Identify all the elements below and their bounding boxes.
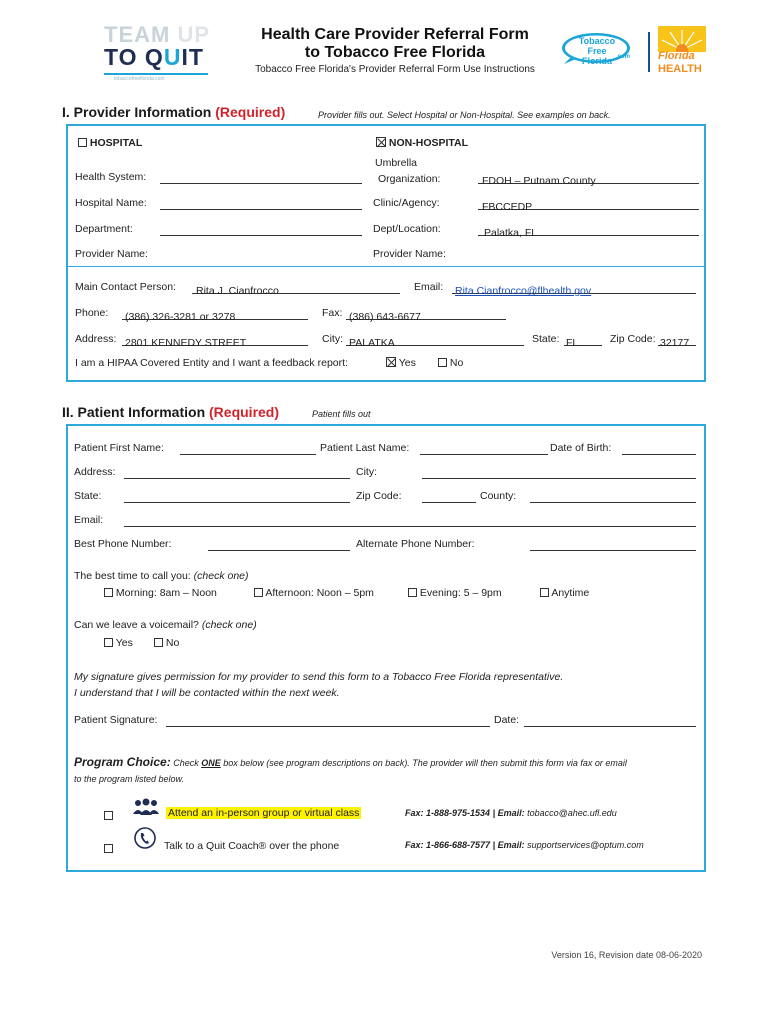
program-option-group-checkbox[interactable] bbox=[104, 806, 113, 824]
provider-state-field[interactable] bbox=[564, 333, 602, 349]
provider-section-heading bbox=[62, 104, 285, 120]
voicemail-no-label: No bbox=[165, 637, 180, 649]
signature-consent-text bbox=[74, 669, 563, 701]
sun-icon bbox=[658, 26, 706, 52]
voicemail-yes-option[interactable] bbox=[104, 637, 133, 649]
dept-location-value: Palatka, FL bbox=[484, 227, 538, 239]
provider-phone-field[interactable] bbox=[122, 307, 308, 323]
department-label: Department: bbox=[75, 223, 133, 235]
signature-date-field[interactable] bbox=[524, 714, 696, 727]
tff-logo-line-1: Tobacco Free bbox=[578, 36, 616, 56]
best-time-note: (check one) bbox=[193, 570, 249, 582]
signature-field[interactable] bbox=[166, 714, 490, 727]
time-evening-option[interactable] bbox=[408, 587, 502, 599]
coach-email-label: Email: bbox=[497, 840, 525, 850]
voicemail-label: Can we leave a voicemail? bbox=[74, 619, 202, 631]
patient-email-label: Email: bbox=[74, 514, 104, 526]
provider-zip-label: Zip Code: bbox=[610, 333, 656, 345]
patient-required-label: (Required) bbox=[209, 404, 280, 420]
evening-label: Evening: 5 – 9pm bbox=[419, 587, 502, 599]
tff-logo-line-2: Florida bbox=[581, 56, 612, 66]
group-fax-label: Fax: bbox=[405, 808, 424, 818]
signature-label: Patient Signature: bbox=[74, 714, 158, 726]
group-people-icon bbox=[132, 798, 160, 821]
provider-address-field[interactable] bbox=[122, 333, 308, 349]
hipaa-yes-checkbox-checked[interactable] bbox=[386, 357, 396, 367]
umbrella-org-value: FDOH – Putnam County bbox=[482, 175, 596, 187]
title-line-1: Health Care Provider Referral Form bbox=[261, 26, 529, 43]
provider-email-value[interactable]: Rita.Cianfrocco@flhealth.gov bbox=[455, 285, 592, 297]
hipaa-question: I am a HIPAA Covered Entity and I want a feedback report: bbox=[75, 357, 348, 369]
hipaa-no-checkbox[interactable] bbox=[438, 358, 447, 367]
health-system-field[interactable] bbox=[160, 171, 362, 184]
patient-heading-text: II. Patient Information bbox=[62, 404, 210, 420]
patient-section-note: Patient fills out bbox=[312, 409, 371, 419]
quit-coach-label: Talk to a Quit Coach® over the phone bbox=[164, 840, 340, 852]
tobacco-free-florida-logo bbox=[560, 30, 640, 66]
best-time-question bbox=[74, 570, 249, 582]
last-name-label: Patient Last Name: bbox=[320, 442, 410, 454]
program-check-text: Check bbox=[170, 758, 202, 768]
provider-zip-field[interactable] bbox=[658, 333, 696, 349]
voicemail-no-checkbox[interactable] bbox=[154, 638, 163, 647]
hospital-label: HOSPITAL bbox=[89, 137, 143, 149]
page-subtitle: Tobacco Free Florida's Provider Referral Form Use Instructions bbox=[255, 64, 535, 75]
logo-divider bbox=[104, 73, 208, 75]
patient-city-label: City: bbox=[356, 466, 377, 478]
program-choice-label: Program Choice: bbox=[74, 755, 171, 769]
hipaa-no-label: No bbox=[449, 357, 464, 369]
provider-address-value: 2801 KENNEDY STREET bbox=[125, 337, 247, 349]
main-contact-label: Main Contact Person: bbox=[75, 281, 176, 293]
afternoon-checkbox[interactable] bbox=[254, 588, 263, 597]
program-one-text: ONE bbox=[201, 758, 221, 768]
provider-required-label: (Required) bbox=[215, 104, 286, 120]
fh-health-text: HEALTH bbox=[658, 63, 702, 75]
group-email-label: Email: bbox=[497, 808, 525, 818]
voicemail-note: (check one) bbox=[201, 619, 257, 631]
umbrella-label-line-1: Umbrella bbox=[375, 157, 418, 169]
provider-zip-value: 32177 bbox=[660, 337, 690, 349]
provider-name-right-label: Provider Name: bbox=[373, 248, 446, 260]
provider-state-label: State: bbox=[532, 333, 560, 345]
provider-email-label: Email: bbox=[414, 281, 444, 293]
provider-city-label: City: bbox=[322, 333, 343, 345]
program-choice-instructions bbox=[74, 754, 702, 787]
best-time-label: The best time to call you: bbox=[74, 570, 194, 582]
group-class-checkbox[interactable] bbox=[104, 811, 113, 820]
anytime-checkbox[interactable] bbox=[540, 588, 549, 597]
alt-phone-label: Alternate Phone Number: bbox=[356, 538, 475, 550]
page-title bbox=[245, 26, 545, 62]
provider-fax-value: (386) 643-6677 bbox=[349, 311, 421, 323]
first-name-label: Patient First Name: bbox=[74, 442, 164, 454]
provider-phone-value: (386) 326-3281 or 3278 bbox=[125, 311, 236, 323]
provider-city-value: PALATKA bbox=[349, 337, 395, 349]
provider-name-left-label: Provider Name: bbox=[75, 248, 148, 260]
health-system-label: Health System: bbox=[75, 171, 147, 183]
header-divider bbox=[648, 32, 650, 72]
evening-checkbox[interactable] bbox=[408, 588, 417, 597]
coach-email-value: supportservices@optum.com bbox=[524, 840, 644, 850]
voicemail-no-option[interactable] bbox=[154, 637, 179, 649]
clinic-agency-field[interactable] bbox=[478, 197, 699, 213]
time-morning-option[interactable] bbox=[104, 587, 217, 599]
main-contact-field[interactable] bbox=[192, 281, 400, 297]
umbrella-org-label bbox=[375, 155, 440, 187]
dept-location-label: Dept/Location: bbox=[373, 223, 441, 235]
best-phone-field[interactable] bbox=[208, 538, 350, 551]
hipaa-yes-option[interactable] bbox=[386, 357, 416, 369]
voicemail-yes-checkbox[interactable] bbox=[104, 638, 113, 647]
patient-zip-label: Zip Code: bbox=[356, 490, 402, 502]
hipaa-yes-label: Yes bbox=[398, 357, 416, 369]
clinic-agency-label: Clinic/Agency: bbox=[373, 197, 440, 209]
provider-fax-label: Fax: bbox=[322, 307, 343, 319]
provider-box-divider bbox=[67, 266, 705, 267]
coach-fax-value: 1-866-688-7577 | bbox=[423, 840, 498, 850]
best-phone-label: Best Phone Number: bbox=[74, 538, 172, 550]
hospital-checkbox[interactable] bbox=[78, 138, 87, 147]
consent-line-2: I understand that I will be contacted within the next week. bbox=[74, 687, 340, 699]
patient-section-heading bbox=[62, 404, 279, 420]
provider-section-note: Provider fills out. Select Hospital or Non-Hospital. See examples on back. bbox=[318, 110, 611, 120]
anytime-label: Anytime bbox=[551, 587, 590, 599]
first-name-field[interactable] bbox=[180, 442, 316, 455]
alt-phone-field[interactable] bbox=[530, 538, 696, 551]
non-hospital-option[interactable] bbox=[376, 137, 468, 149]
logo-tagline: tobaccofreeflorida.com bbox=[114, 76, 165, 82]
team-up-to-quit-logo bbox=[100, 22, 212, 84]
dob-label: Date of Birth: bbox=[550, 442, 612, 454]
voicemail-yes-label: Yes bbox=[115, 637, 133, 649]
patient-address-field[interactable] bbox=[124, 466, 350, 479]
logo-up-text: UP bbox=[177, 22, 211, 47]
group-class-text: Attend an in-person group or virtual class bbox=[168, 807, 360, 819]
tff-logo-com: .com bbox=[616, 54, 631, 60]
dept-location-field[interactable] bbox=[478, 223, 699, 239]
provider-city-field[interactable] bbox=[346, 333, 524, 349]
patient-county-field[interactable] bbox=[530, 490, 696, 503]
time-afternoon-option[interactable] bbox=[254, 587, 374, 599]
group-class-label bbox=[166, 807, 361, 819]
patient-city-field[interactable] bbox=[422, 466, 696, 479]
voicemail-question bbox=[74, 619, 257, 631]
hospital-name-label: Hospital Name: bbox=[75, 197, 147, 209]
program-rest-text-1: box below (see program descriptions on back). The provider will then submit this form via fax or email bbox=[220, 758, 627, 768]
clinic-agency-value: FBCCEDP bbox=[482, 201, 533, 213]
time-anytime-option[interactable] bbox=[540, 587, 589, 599]
group-email-value: tobacco@ahec.ufl.edu bbox=[524, 808, 617, 818]
patient-address-label: Address: bbox=[74, 466, 116, 478]
group-fax-value: 1-888-975-1534 | bbox=[423, 808, 498, 818]
provider-phone-label: Phone: bbox=[75, 307, 109, 319]
hospital-name-field[interactable] bbox=[160, 197, 362, 210]
provider-fax-field[interactable] bbox=[346, 307, 506, 323]
logo-it-text: IT bbox=[181, 44, 204, 70]
coach-fax-label: Fax: bbox=[405, 840, 424, 850]
patient-county-label: County: bbox=[480, 490, 517, 502]
program-rest-text-2: to the program listed below. bbox=[74, 774, 185, 784]
logo-to-text: TO Q bbox=[104, 44, 164, 70]
hipaa-no-option[interactable] bbox=[438, 357, 463, 369]
title-line-2: to Tobacco Free Florida bbox=[304, 44, 486, 61]
patient-state-field[interactable] bbox=[124, 490, 350, 503]
quit-coach-checkbox[interactable] bbox=[104, 844, 113, 853]
afternoon-label: Afternoon: Noon – 5pm bbox=[265, 587, 374, 599]
group-class-contact bbox=[405, 808, 617, 818]
phone-coach-icon bbox=[134, 826, 156, 855]
florida-health-logo bbox=[658, 26, 706, 76]
patient-email-field[interactable] bbox=[124, 514, 696, 527]
main-contact-value: Rita J. Cianfrocco bbox=[196, 285, 279, 297]
non-hospital-checkbox-checked[interactable] bbox=[376, 137, 386, 147]
provider-email-field[interactable] bbox=[452, 281, 696, 297]
provider-state-value: FL bbox=[566, 337, 579, 349]
dob-field[interactable] bbox=[622, 442, 696, 455]
signature-date-label: Date: bbox=[494, 714, 520, 726]
non-hospital-label: NON-HOSPITAL bbox=[388, 137, 469, 149]
hospital-option[interactable] bbox=[78, 137, 142, 149]
department-field[interactable] bbox=[160, 223, 362, 236]
morning-checkbox[interactable] bbox=[104, 588, 113, 597]
provider-heading-text: I. Provider Information bbox=[62, 104, 216, 120]
program-option-phone-checkbox[interactable] bbox=[104, 839, 113, 857]
quit-coach-contact bbox=[405, 840, 644, 850]
logo-team-text: TEAM bbox=[104, 22, 171, 47]
logo-u-text: U bbox=[163, 44, 182, 70]
umbrella-org-field[interactable] bbox=[478, 171, 699, 187]
version-footer: Version 16, Revision date 08-06-2020 bbox=[551, 950, 702, 960]
patient-zip-field[interactable] bbox=[422, 490, 476, 503]
provider-address-label: Address: bbox=[75, 333, 117, 345]
patient-state-label: State: bbox=[74, 490, 102, 502]
last-name-field[interactable] bbox=[420, 442, 548, 455]
consent-line-1: My signature gives permission for my provider to send this form to a Tobacco Free Florida representative. bbox=[74, 671, 564, 683]
morning-label: Morning: 8am – Noon bbox=[115, 587, 217, 599]
umbrella-label-line-2: Organization: bbox=[378, 173, 441, 185]
fh-florida-text: Florida bbox=[658, 50, 695, 62]
